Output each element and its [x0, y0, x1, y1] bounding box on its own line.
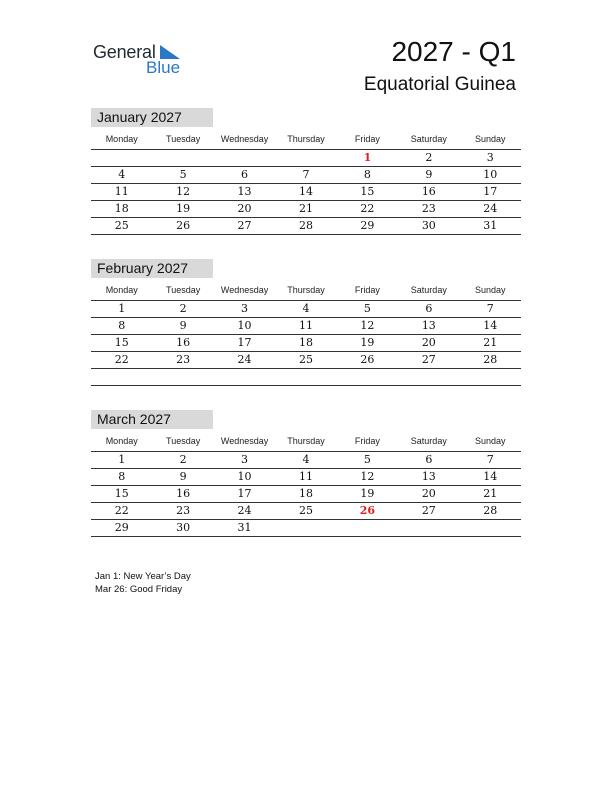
- day-cell: 4: [118, 168, 126, 181]
- weekday-label: Wednesday: [220, 285, 269, 295]
- holiday-notes: [95, 570, 191, 596]
- day-cell: 20: [237, 202, 252, 215]
- day-cell: 3: [241, 302, 249, 315]
- day-cell: 27: [421, 353, 436, 366]
- day-cell: 9: [179, 319, 187, 332]
- day-cell: 30: [176, 521, 191, 534]
- day-cell: 5: [363, 453, 371, 466]
- day-cell: 21: [483, 487, 498, 500]
- day-cell: [398, 520, 459, 536]
- weekday-header-row: [91, 133, 521, 150]
- day-cell: [91, 150, 152, 166]
- day-cell: 19: [360, 336, 375, 349]
- day-cell: 16: [176, 487, 191, 500]
- weekday-header-row: [91, 435, 521, 452]
- day-cell: 28: [483, 504, 498, 517]
- day-cell: 3: [486, 151, 494, 164]
- month-label: March 2027: [91, 410, 213, 429]
- day-cell: 6: [425, 302, 433, 315]
- day-cell: [214, 150, 275, 166]
- day-cell: 16: [176, 336, 191, 349]
- day-cell: 4: [302, 302, 310, 315]
- day-cell: 28: [298, 219, 313, 232]
- day-cell: 22: [360, 202, 375, 215]
- day-cell: 25: [298, 353, 313, 366]
- day-cell: [91, 369, 152, 385]
- day-cell: 22: [114, 353, 129, 366]
- day-cell: 5: [363, 302, 371, 315]
- day-cell: 8: [363, 168, 371, 181]
- logo-triangle-icon: [160, 45, 180, 59]
- day-cell: 28: [483, 353, 498, 366]
- week-row: [91, 218, 521, 235]
- weekday-label: Saturday: [410, 134, 447, 144]
- weekday-label: Monday: [105, 134, 138, 144]
- day-cell: 21: [298, 202, 313, 215]
- day-cell: 26: [176, 219, 191, 232]
- month-block: [91, 410, 521, 537]
- day-cell: 20: [421, 487, 436, 500]
- day-cell: [398, 369, 459, 385]
- day-cell: 23: [176, 504, 191, 517]
- day-cell: 3: [241, 453, 249, 466]
- day-cell: 11: [114, 185, 129, 198]
- day-cell: 15: [114, 336, 129, 349]
- holiday-note: Jan 1: New Year’s Day: [95, 571, 191, 582]
- day-cell: 18: [114, 202, 129, 215]
- day-cell: 10: [483, 168, 498, 181]
- day-cell: 26: [360, 353, 375, 366]
- day-cell: 2: [179, 453, 187, 466]
- day-cell: 20: [421, 336, 436, 349]
- country-name: Equatorial Guinea: [363, 74, 516, 95]
- weekday-label: Friday: [354, 134, 380, 144]
- day-cell: 27: [237, 219, 252, 232]
- weekday-label: Tuesday: [166, 436, 201, 446]
- day-cell: [460, 520, 521, 536]
- weekday-label: Friday: [354, 436, 380, 446]
- day-cell: 16: [421, 185, 436, 198]
- day-cell: 24: [483, 202, 498, 215]
- day-cell: 14: [483, 319, 498, 332]
- weekday-label: Sunday: [474, 285, 506, 295]
- day-cell: 21: [483, 336, 498, 349]
- day-cell: [214, 369, 275, 385]
- weekday-label: Friday: [354, 285, 380, 295]
- weekday-label: Saturday: [410, 436, 447, 446]
- day-cell: 12: [176, 185, 191, 198]
- day-cell: [337, 520, 398, 536]
- day-cell: [152, 150, 213, 166]
- day-cell: 18: [298, 336, 313, 349]
- day-cell: 6: [425, 453, 433, 466]
- day-cell: [275, 520, 336, 536]
- day-cell: 8: [118, 470, 126, 483]
- day-cell: 31: [237, 521, 252, 534]
- day-cell: [275, 369, 336, 385]
- week-row: [91, 184, 521, 201]
- day-cell: 14: [298, 185, 313, 198]
- week-row: [91, 352, 521, 369]
- day-cell: 1: [118, 453, 126, 466]
- day-cell: 26: [359, 504, 376, 517]
- brand-logo: [93, 42, 193, 78]
- day-cell: 7: [486, 453, 494, 466]
- day-cell: 19: [176, 202, 191, 215]
- day-cell: 25: [114, 219, 129, 232]
- week-row: [91, 318, 521, 335]
- weekday-label: Saturday: [410, 285, 447, 295]
- month-block: [91, 108, 521, 235]
- weekday-label: Thursday: [287, 134, 325, 144]
- day-cell: 5: [179, 168, 187, 181]
- week-row: [91, 301, 521, 318]
- logo-text-blue: Blue: [146, 58, 181, 77]
- day-cell: 29: [114, 521, 129, 534]
- day-cell: 11: [298, 319, 313, 332]
- day-cell: 1: [363, 151, 372, 164]
- day-cell: 12: [360, 470, 375, 483]
- day-cell: 22: [114, 504, 129, 517]
- month-label: February 2027: [91, 259, 213, 278]
- week-row: [91, 167, 521, 184]
- weekday-label: Sunday: [474, 436, 506, 446]
- day-cell: 13: [237, 185, 252, 198]
- day-cell: 6: [241, 168, 249, 181]
- day-cell: 25: [298, 504, 313, 517]
- day-cell: 17: [237, 336, 252, 349]
- weekday-label: Tuesday: [166, 134, 201, 144]
- day-cell: 17: [237, 487, 252, 500]
- day-cell: [460, 369, 521, 385]
- week-row: [91, 469, 521, 486]
- page-title: 2027 - Q1: [391, 36, 516, 67]
- day-cell: 7: [302, 168, 310, 181]
- day-cell: 15: [114, 487, 129, 500]
- day-cell: 24: [237, 504, 252, 517]
- day-cell: 9: [425, 168, 433, 181]
- weekday-label: Thursday: [287, 285, 325, 295]
- day-cell: 15: [360, 185, 375, 198]
- weekday-label: Thursday: [287, 436, 325, 446]
- day-cell: 31: [483, 219, 498, 232]
- day-cell: 13: [421, 319, 436, 332]
- weekday-label: Wednesday: [220, 134, 269, 144]
- week-row: [91, 335, 521, 352]
- day-cell: 8: [118, 319, 126, 332]
- day-cell: 2: [179, 302, 187, 315]
- day-cell: 11: [298, 470, 313, 483]
- day-cell: 27: [421, 504, 436, 517]
- day-cell: [152, 369, 213, 385]
- day-cell: 23: [176, 353, 191, 366]
- month-block: [91, 259, 521, 386]
- day-cell: 23: [421, 202, 436, 215]
- weekday-header-row: [91, 284, 521, 301]
- day-cell: [275, 150, 336, 166]
- day-cell: 7: [486, 302, 494, 315]
- day-cell: 29: [360, 219, 375, 232]
- day-cell: 14: [483, 470, 498, 483]
- day-cell: 1: [118, 302, 126, 315]
- week-row: [91, 201, 521, 218]
- weekday-label: Monday: [105, 436, 138, 446]
- weekday-label: Tuesday: [166, 285, 201, 295]
- day-cell: 13: [421, 470, 436, 483]
- weekday-label: Wednesday: [220, 436, 269, 446]
- holiday-note: Mar 26: Good Friday: [95, 584, 183, 595]
- day-cell: 18: [298, 487, 313, 500]
- week-row: [91, 452, 521, 469]
- week-row: [91, 503, 521, 520]
- day-cell: 12: [360, 319, 375, 332]
- day-cell: 10: [237, 470, 252, 483]
- day-cell: 10: [237, 319, 252, 332]
- day-cell: 17: [483, 185, 498, 198]
- weekday-label: Monday: [105, 285, 138, 295]
- week-row: [91, 369, 521, 386]
- day-cell: 19: [360, 487, 375, 500]
- day-cell: 9: [179, 470, 187, 483]
- week-row: [91, 486, 521, 503]
- week-row: [91, 520, 521, 537]
- day-cell: 4: [302, 453, 310, 466]
- day-cell: 30: [421, 219, 436, 232]
- day-cell: [337, 369, 398, 385]
- week-row: [91, 150, 521, 167]
- day-cell: 24: [237, 353, 252, 366]
- logo-text-general: General: [93, 42, 156, 62]
- day-cell: 2: [425, 151, 433, 164]
- weekday-label: Sunday: [474, 134, 506, 144]
- month-label: January 2027: [91, 108, 213, 127]
